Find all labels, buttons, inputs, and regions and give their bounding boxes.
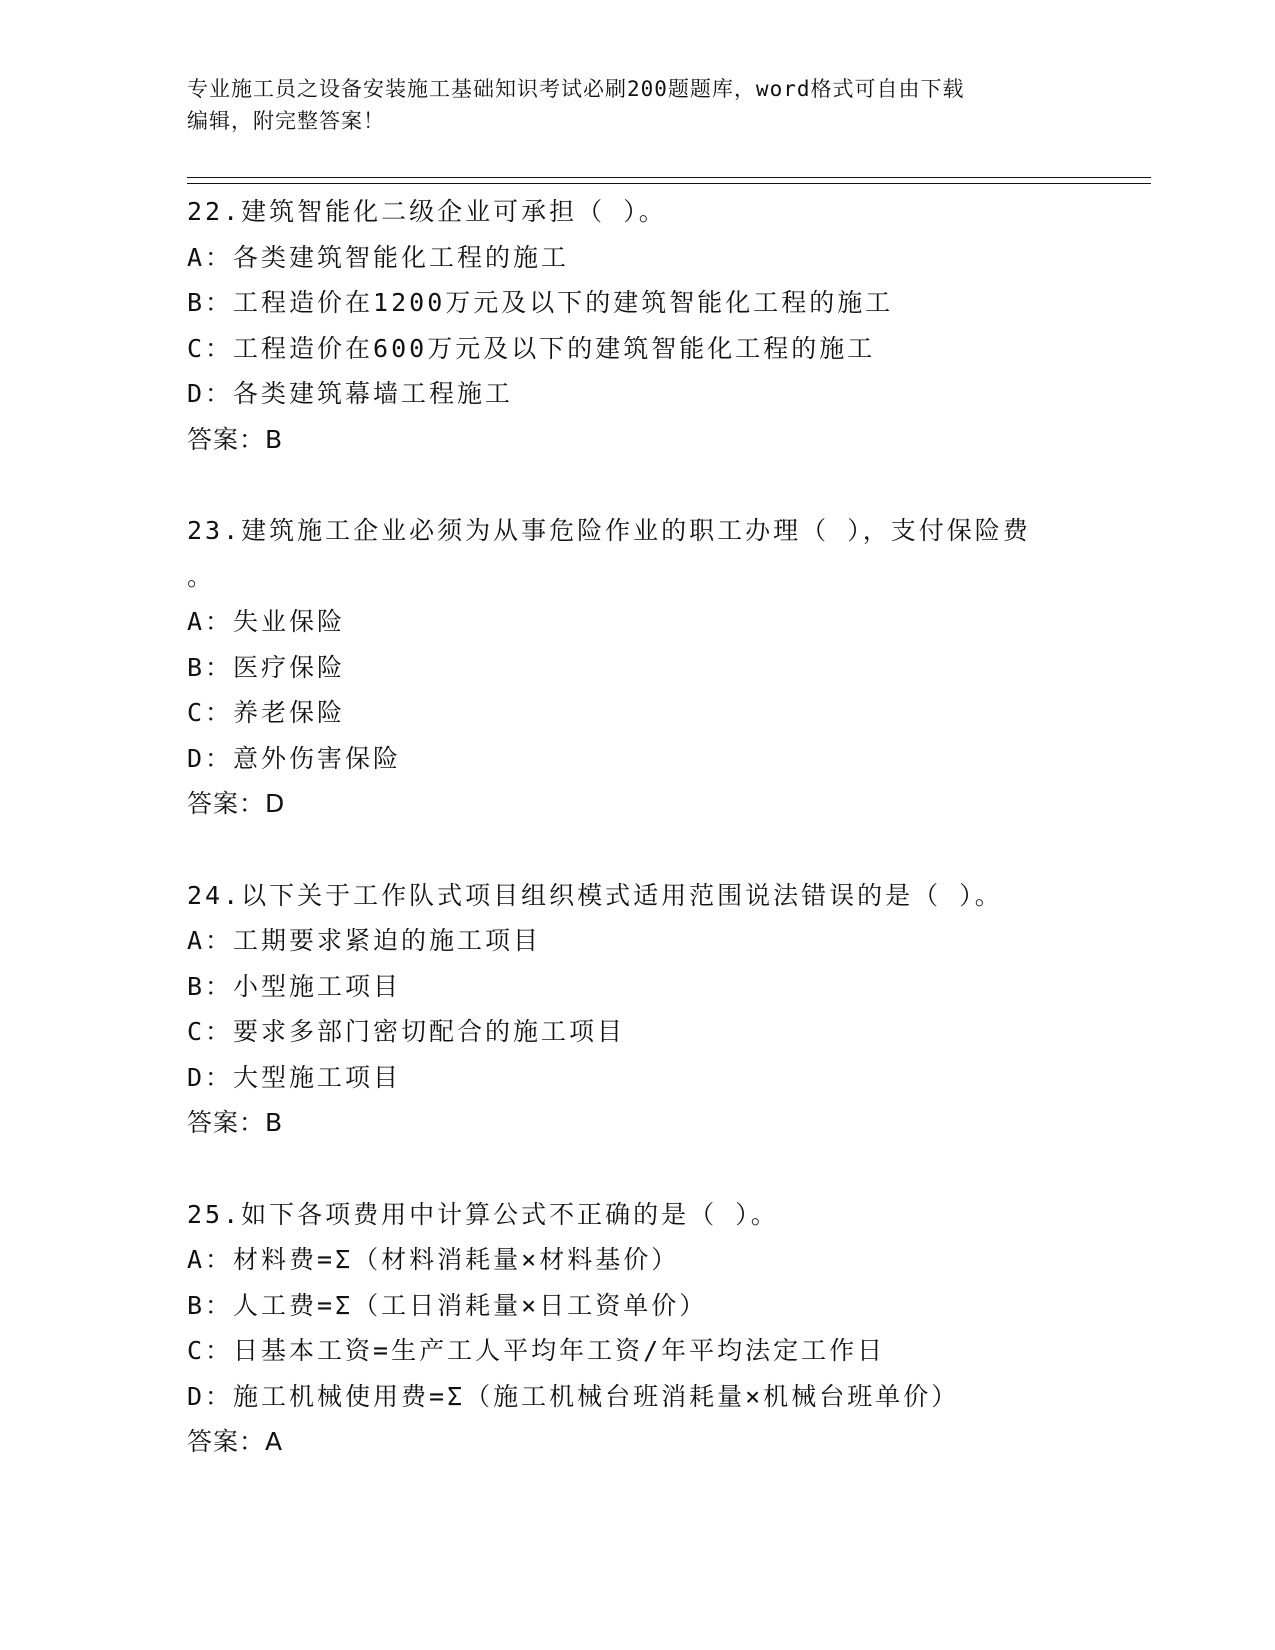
option-b: B：工程造价在1200万元及以下的建筑智能化工程的施工 [187,288,894,317]
header-divider-top [187,177,1151,178]
question-25 [187,1192,1087,1465]
answer-line: 答案：D [187,789,286,818]
question-stem-continuation: 。 [187,561,216,591]
spacer [187,462,1087,508]
question-stem: 22.建筑智能化二级企业可承担（ ）。 [187,197,667,226]
question-list [187,189,1087,1465]
option-c: C：工程造价在600万元及以下的建筑智能化工程的施工 [187,333,876,363]
option-b: B：人工费=Σ（工日消耗量×日工资单价） [187,1290,708,1320]
answer-line: 答案：B [187,1108,284,1137]
option-c: C：养老保险 [187,698,346,727]
option-c: C：日基本工资=生产工人平均年工资/年平均法定工作日 [187,1336,886,1365]
option-a: A：工期要求紧迫的施工项目 [187,926,542,955]
header-divider-bottom [187,183,1151,184]
option-d: D：大型施工项目 [187,1062,402,1092]
option-a: A：失业保险 [187,607,346,636]
question-22 [187,189,1087,462]
option-a: A：各类建筑智能化工程的施工 [187,242,570,272]
spacer [187,1146,1087,1192]
option-d: D：意外伤害保险 [187,743,402,773]
document-header [187,73,1087,137]
option-a: A：材料费=Σ（材料消耗量×材料基价） [187,1245,680,1274]
question-24 [187,873,1087,1146]
option-d: D：各类建筑幕墙工程施工 [187,379,514,408]
option-c: C：要求多部门密切配合的施工项目 [187,1017,626,1046]
question-stem: 23.建筑施工企业必须为从事危险作业的职工办理（ ），支付保险费 [187,516,1031,545]
option-b: B：医疗保险 [187,652,346,682]
answer-line: 答案：B [187,424,284,454]
answer-line: 答案：A [187,1427,284,1456]
spacer [187,827,1087,873]
option-d: D：施工机械使用费=Σ（施工机械台班消耗量×机械台班单价） [187,1381,960,1411]
header-title-line-1: 专业施工员之设备安装施工基础知识考试必刷200题题库，word格式可自由下载 [187,77,965,101]
header-title-line-2: 编辑，附完整答案！ [187,109,385,133]
option-b: B：小型施工项目 [187,971,402,1001]
question-stem: 24.以下关于工作队式项目组织模式适用范围说法错误的是（ ）。 [187,880,1003,910]
question-stem: 25.如下各项费用中计算公式不正确的是（ ）。 [187,1199,779,1229]
question-23 [187,508,1087,827]
